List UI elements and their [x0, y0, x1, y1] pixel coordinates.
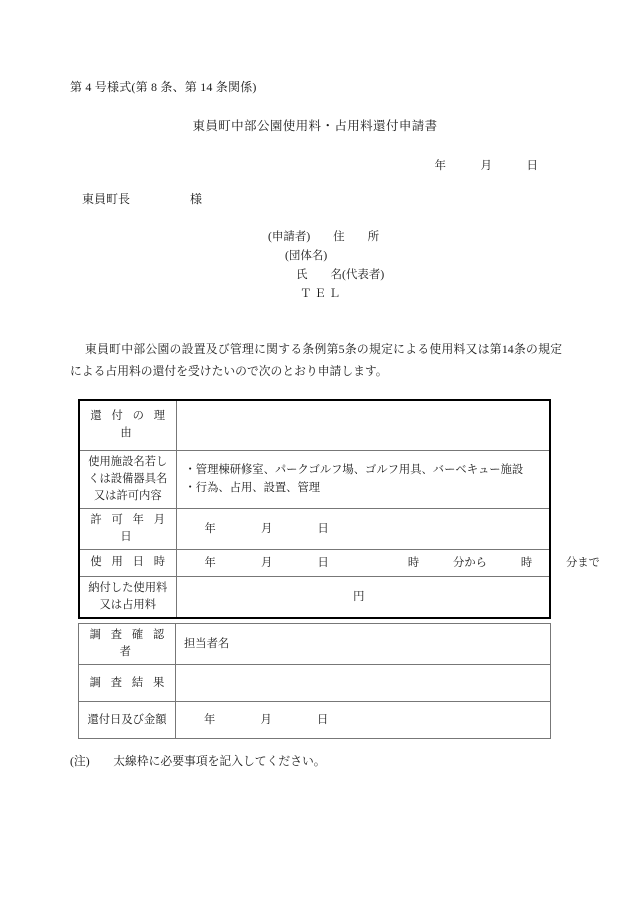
row-label-inspection-result: 調 査 結 果	[79, 665, 176, 702]
row-value-inspection-result[interactable]	[176, 665, 551, 702]
table-row	[79, 400, 550, 450]
table-row	[79, 508, 550, 549]
body-paragraph-line-2: 定による占用料の還付を受けたいので次のとおり申請します。	[70, 342, 562, 378]
addressee-line: 東員町長 様	[82, 192, 203, 206]
applicant-group-name-line: (団体名)	[285, 250, 328, 262]
row-value-inspector[interactable]: 担当者名	[176, 624, 551, 665]
row-label-use-datetime: 使 用 日 時	[79, 549, 176, 576]
facility-option-line-1: ・管理棟研修室、パークゴルフ場、ゴルフ用具、バーベキュー施設	[184, 464, 524, 476]
table-row	[79, 665, 551, 702]
date-line: 年 月 日	[434, 160, 538, 172]
table-row	[79, 702, 551, 739]
row-label-refund-reason: 還 付 の 理 由	[79, 400, 176, 450]
row-label-refund-date-amount: 還付日及び金額	[79, 702, 176, 739]
row-label-permit-date: 許 可 年 月 日	[79, 508, 176, 549]
applicant-block	[268, 228, 384, 304]
form-number: 第 4 号様式(第 8 条、第 14 条関係)	[70, 80, 257, 94]
table-row	[79, 576, 550, 618]
row-value-refund-date-amount[interactable]: 年 月 日	[176, 702, 551, 739]
applicant-name-line: 氏 名(代表者)	[296, 269, 385, 281]
table-row	[79, 624, 551, 665]
page-title: 東員町中部公園使用料・占用料還付申請書	[192, 119, 438, 133]
row-label-inspector: 調 査 確 認 者	[79, 624, 176, 665]
inspection-table	[78, 623, 551, 739]
table-row	[79, 450, 550, 508]
row-value-refund-reason[interactable]	[176, 400, 550, 450]
body-paragraph-line-1: 東員町中部公園の設置及び管理に関する条例第5条の規定による使用料又は第14条の規	[85, 342, 551, 356]
row-value-facility-name[interactable]	[176, 450, 550, 508]
facility-option-line-2: ・行為、占用、設置、管理	[184, 482, 321, 494]
applicant-tel-line: Ｔ Ｅ Ｌ	[300, 288, 341, 300]
row-value-paid-fee[interactable]: 円	[176, 576, 550, 618]
row-label-facility-name: 使用施設名若しくは設備器具名又は許可内容	[79, 450, 176, 508]
footnote: (注) 太線枠に必要事項を記入してください。	[70, 754, 326, 768]
applicant-address-line: (申請者) 住 所	[268, 231, 380, 243]
row-value-permit-date[interactable]: 年 月 日	[176, 508, 550, 549]
table-row	[79, 549, 550, 576]
application-details-table	[78, 399, 600, 619]
body-paragraph	[70, 338, 562, 382]
row-label-paid-fee: 納付した使用料又は占用料	[79, 576, 176, 618]
row-value-use-datetime[interactable]: 年 月 日 時 分から 時 分まで	[176, 549, 550, 576]
